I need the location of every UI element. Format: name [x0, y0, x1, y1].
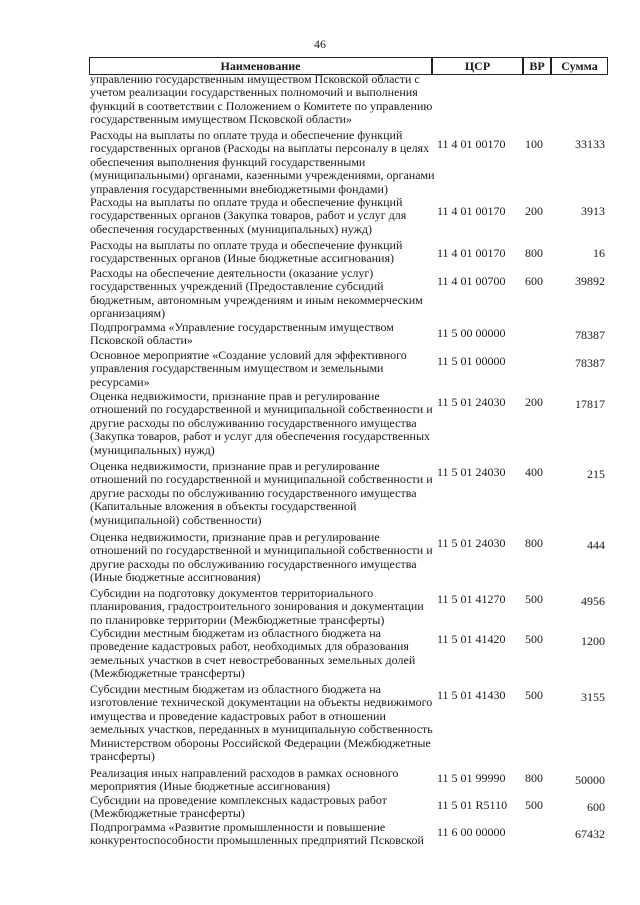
row-csr: 11 4 01 00170: [437, 246, 506, 260]
row-csr: 11 5 00 00000: [437, 326, 506, 340]
row-csr: 11 4 01 00170: [437, 137, 506, 151]
row-csr: 11 4 01 00700: [437, 274, 506, 288]
row-name: Расходы на выплаты по оплате труда и обеспечение функций государственных органов (Закупка товаров, работ и услуг для обеспечения государственных (муниципальных) нужд): [90, 195, 407, 236]
row-vr: 800: [525, 771, 543, 785]
header-vr: ВР: [523, 57, 551, 75]
row-name: управлению государственным имуществом Псковской области с учетом реализации государственных полномочий и выполнения функций в соответствии с Положением о Комитете по управлению государственным имуществом Псковской области»: [90, 72, 433, 127]
row-name: Субсидии местным бюджетам из областного бюджета на изготовление технической документации на объекты недвижимого имущества и проведение кадастровых работ в отношении земельных участков, переданных в муниципальную собственность Министерством обороны Российской Федерации (Межбюджетные трансферты): [90, 682, 433, 764]
row-csr: 11 5 01 00000: [437, 354, 506, 368]
row-name: Оценка недвижимости, признание прав и регулирование отношений по государственной и муниципальной собственности и другие расходы по обслуживанию государственного имущества (Закупка товаров, работ и услуг для обеспечения государственных (муниципальных) нужд): [90, 389, 433, 457]
row-sum: 16: [593, 246, 605, 260]
row-name: Расходы на выплаты по оплате труда и обеспечение функций государственных органов (Иные бюджетные ассигнования): [90, 238, 403, 266]
row-name: Подпрограмма «Управление государственным имуществом Псковской области»: [90, 320, 394, 348]
row-name: Подпрограмма «Развитие промышленности и повышение конкурентоспособности промышленных предприятий Псковской: [90, 820, 424, 848]
row-sum: 4956: [581, 594, 605, 608]
row-vr: 600: [525, 274, 543, 288]
row-name: Субсидии местным бюджетам из областного бюджета на проведение кадастровых работ, необходимых для образования земельных участков в счет невостребованных земельных долей (Межбюджетные трансферты): [90, 626, 416, 681]
row-sum: 1200: [581, 634, 605, 648]
row-sum: 3913: [581, 204, 605, 218]
row-name: Реализация иных направлений расходов в рамках основного мероприятия (Иные бюджетные ассигнования): [90, 766, 399, 794]
row-vr: 500: [525, 798, 543, 812]
row-csr: 11 5 01 24030: [437, 465, 506, 479]
row-sum: 444: [587, 538, 605, 552]
row-csr: 11 5 01 24030: [437, 536, 506, 550]
row-csr: 11 5 01 24030: [437, 395, 506, 409]
row-vr: 500: [525, 592, 543, 606]
row-csr: 11 5 01 R5110: [437, 798, 508, 812]
row-name: Основное мероприятие «Создание условий для эффективного управления государственным имуществом и земельными ресурсами»: [90, 348, 407, 389]
row-csr: 11 5 01 41430: [437, 688, 506, 702]
row-sum: 78387: [575, 328, 605, 342]
row-name: Оценка недвижимости, признание прав и регулирование отношений по государственной и муниципальной собственности и другие расходы по обслуживанию государственного имущества (Иные бюджетные ассигнования): [90, 530, 433, 585]
row-sum: 3155: [581, 690, 605, 704]
row-vr: 100: [525, 137, 543, 151]
row-sum: 39892: [575, 274, 605, 288]
row-vr: 400: [525, 465, 543, 479]
row-name: Расходы на выплаты по оплате труда и обеспечение функций государственных органов (Расходы на выплаты персоналу в целях обеспечения выполнения функций государственными (муниципальными) органами, казенными учреждениями, органами управления государственными внебюджетными фондами): [90, 128, 435, 196]
row-sum: 50000: [575, 773, 605, 787]
row-sum: 17817: [575, 397, 605, 411]
row-vr: 500: [525, 632, 543, 646]
row-vr: 500: [525, 688, 543, 702]
row-vr: 800: [525, 536, 543, 550]
header-sum: Сумма: [551, 57, 608, 75]
row-csr: 11 5 01 41270: [437, 592, 506, 606]
row-vr: 200: [525, 395, 543, 409]
row-name: Субсидии на подготовку документов территориального планирования, градостроительного зонирования и документации по планировке территории (Межбюджетные трансферты): [90, 586, 424, 627]
row-csr: 11 6 00 00000: [437, 825, 506, 839]
row-sum: 600: [587, 800, 605, 814]
row-name: Расходы на обеспечение деятельности (оказание услуг) государственных учреждений (Предоставление субсидий бюджетным, автономным учреждениям и иным некоммерческим организациям): [90, 266, 423, 321]
row-csr: 11 4 01 00170: [437, 204, 506, 218]
row-sum: 67432: [575, 827, 605, 841]
page-number: 46: [314, 37, 326, 51]
header-name: Наименование: [89, 57, 432, 75]
row-sum: 33133: [575, 137, 605, 151]
row-name: Оценка недвижимости, признание прав и регулирование отношений по государственной и муниципальной собственности и другие расходы по обслуживанию государственного имущества (Капитальные вложения в объекты государственной (муниципальной) собственности): [90, 459, 433, 527]
row-csr: 11 5 01 41420: [437, 632, 506, 646]
row-vr: 800: [525, 246, 543, 260]
row-sum: 215: [587, 467, 605, 481]
row-csr: 11 5 01 99990: [437, 771, 506, 785]
row-name: Субсидии на проведение комплексных кадастровых работ (Межбюджетные трансферты): [90, 793, 387, 821]
header-csr: ЦСР: [432, 57, 523, 75]
row-sum: 78387: [575, 356, 605, 370]
row-vr: 200: [525, 204, 543, 218]
